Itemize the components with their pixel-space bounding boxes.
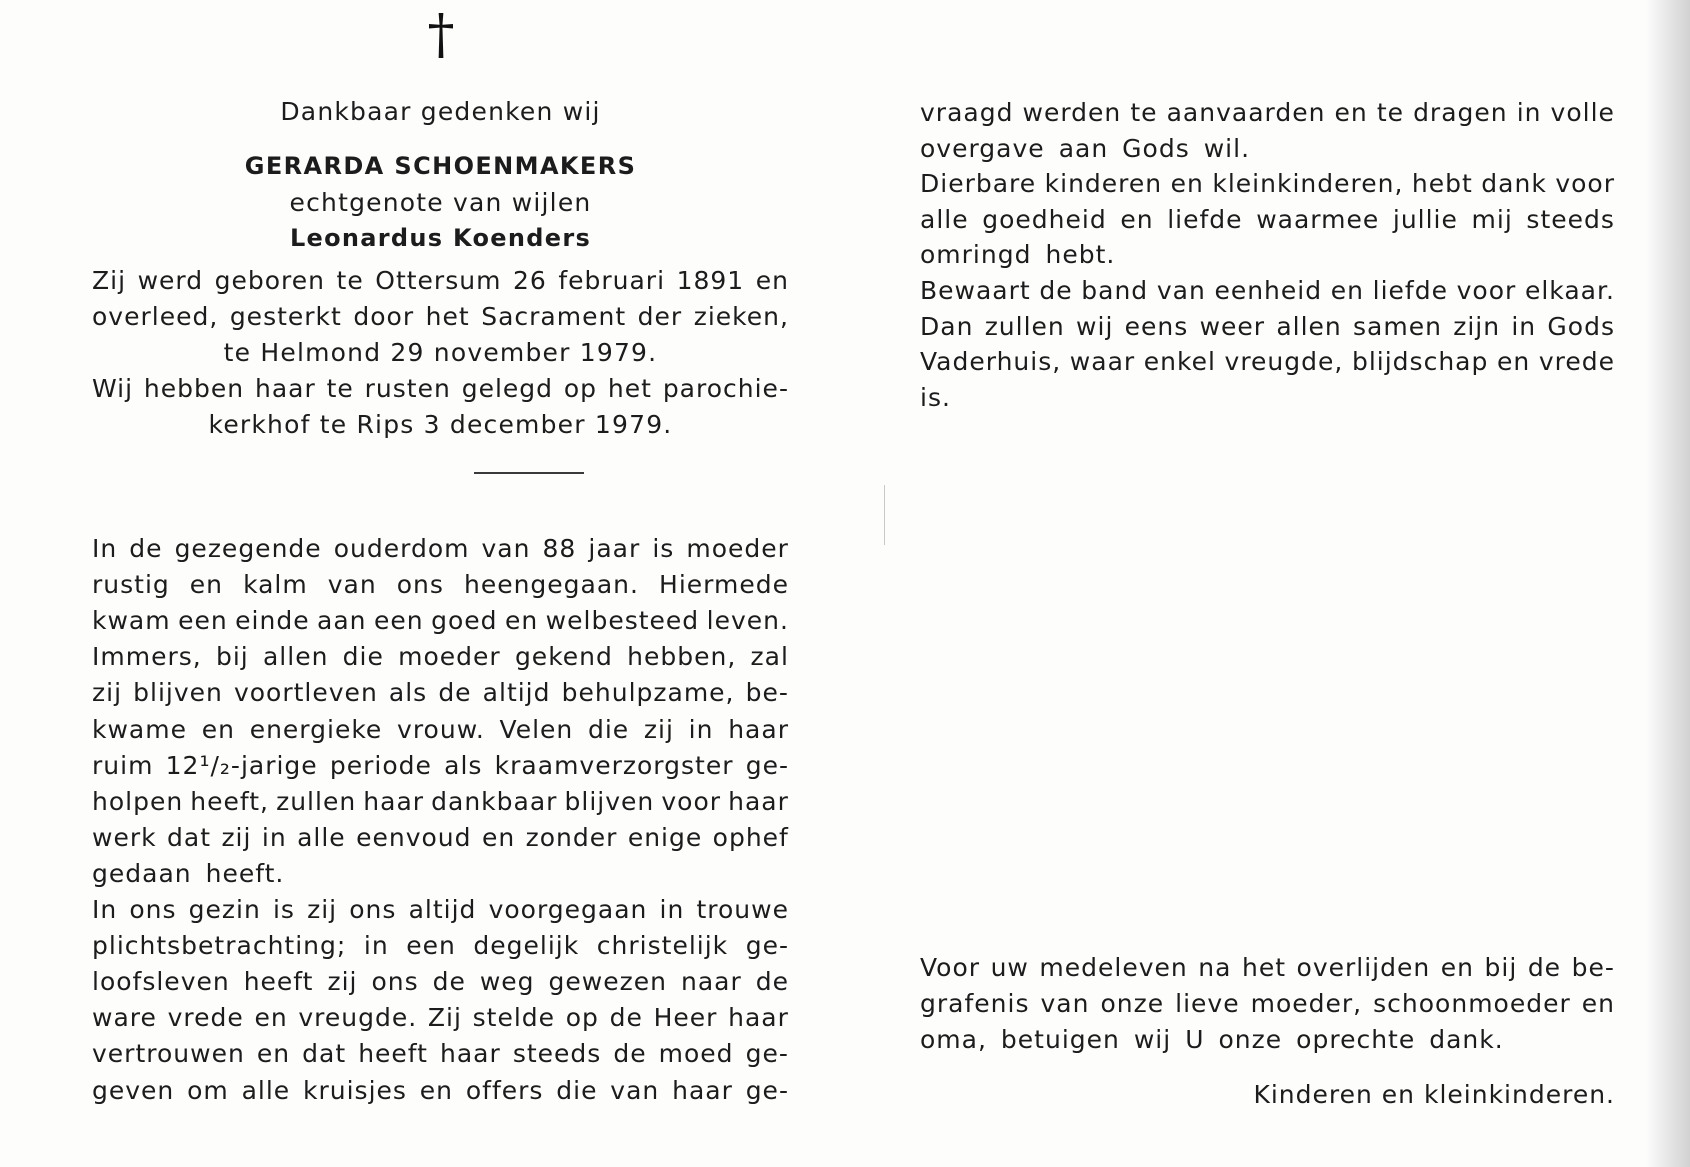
separator-line	[474, 472, 584, 474]
heading: Dankbaar gedenken wij	[280, 97, 601, 126]
body-line: vraagd werden te aanvaarden en te dragen in volle	[920, 98, 1615, 127]
body-line: In de gezegende ouderdom van 88 jaar is moeder	[92, 534, 789, 563]
body-line: zij blijven voortleven als de altijd behulpzame, be-	[92, 678, 789, 708]
body-line: kwam een einde aan een goed en welbesteed leven.	[92, 606, 789, 636]
body-line: ruim 12¹/₂-jarige periode als kraamverzorgster ge-	[92, 750, 789, 780]
body-line: vertrouwen en dat heeft haar steeds de moed ge-	[92, 1039, 789, 1069]
body-line: omringd hebt.	[920, 240, 1116, 270]
deceased-name: GERARDA SCHOENMAKERS	[244, 152, 637, 180]
thanks-line: oma, betuigen wij U onze oprechte dank.	[920, 1025, 1504, 1054]
bio-line: Wij hebben haar te rusten gelegd op het parochie-	[92, 374, 789, 403]
body-line: Dan zullen wij eens weer allen samen zijn in Gods	[920, 311, 1615, 341]
thanks-line: grafenis van onze lieve moeder, schoonmoeder en	[920, 989, 1615, 1018]
body-line: Dierbare kinderen en kleinkinderen, hebt dank voor	[920, 169, 1615, 199]
body-line: ware vrede en vreugde. Zij stelde op de Heer haar	[92, 1003, 789, 1033]
bio-line: kerkhof te Rips 3 december 1979.	[208, 410, 673, 439]
body-line: kwame en energieke vrouw. Velen die zij in haar	[92, 714, 789, 744]
body-line: gedaan heeft.	[92, 858, 285, 888]
body-line: Vaderhuis, waar enkel vreugde, blijdschap en vrede	[920, 347, 1615, 377]
body-line: alle goedheid en liefde waarmee jullie mij steeds	[920, 204, 1615, 234]
body-line: werk dat zij in alle eenvoud en zonder enige ophef	[92, 822, 789, 852]
body-line: Bewaart de band van eenheid en liefde voor elkaar.	[920, 276, 1615, 305]
cross-icon: †	[427, 3, 455, 66]
fold-mark	[884, 485, 885, 545]
body-line: is.	[920, 382, 951, 412]
signature: Kinderen en kleinkinderen.	[1253, 1080, 1615, 1109]
body-line: plichtsbetrachting; in een degelijk christelijk ge-	[92, 931, 789, 961]
bio-line: te Helmond 29 november 1979.	[223, 338, 658, 367]
body-line: In ons gezin is zij ons altijd voorgegaan in trouwe	[92, 895, 789, 924]
body-line: overgave aan Gods wil.	[920, 133, 1251, 163]
bio-line: overleed, gesterkt door het Sacrament der zieken,	[92, 302, 789, 331]
spouse-name: Leonardus Koenders	[289, 224, 592, 252]
body-line: rustig en kalm van ons heengegaan. Hiermede	[92, 570, 789, 600]
body-line: Immers, bij allen die moeder gekend hebben, zal	[92, 642, 789, 672]
thanks-line: Voor uw medeleven na het overlijden en bij de be-	[920, 953, 1615, 982]
bio-line: Zij werd geboren te Ottersum 26 februari 1891 en	[92, 266, 789, 295]
body-line: holpen heeft, zullen haar dankbaar blijven voor haar	[92, 786, 789, 816]
spouse-intro: echtgenote van wijlen	[289, 188, 592, 217]
body-line: loofsleven heeft zij ons de weg gewezen naar de	[92, 967, 789, 997]
page-edge-shadow	[1646, 0, 1690, 1167]
body-line: geven om alle kruisjes en offers die van haar ge-	[92, 1075, 789, 1105]
